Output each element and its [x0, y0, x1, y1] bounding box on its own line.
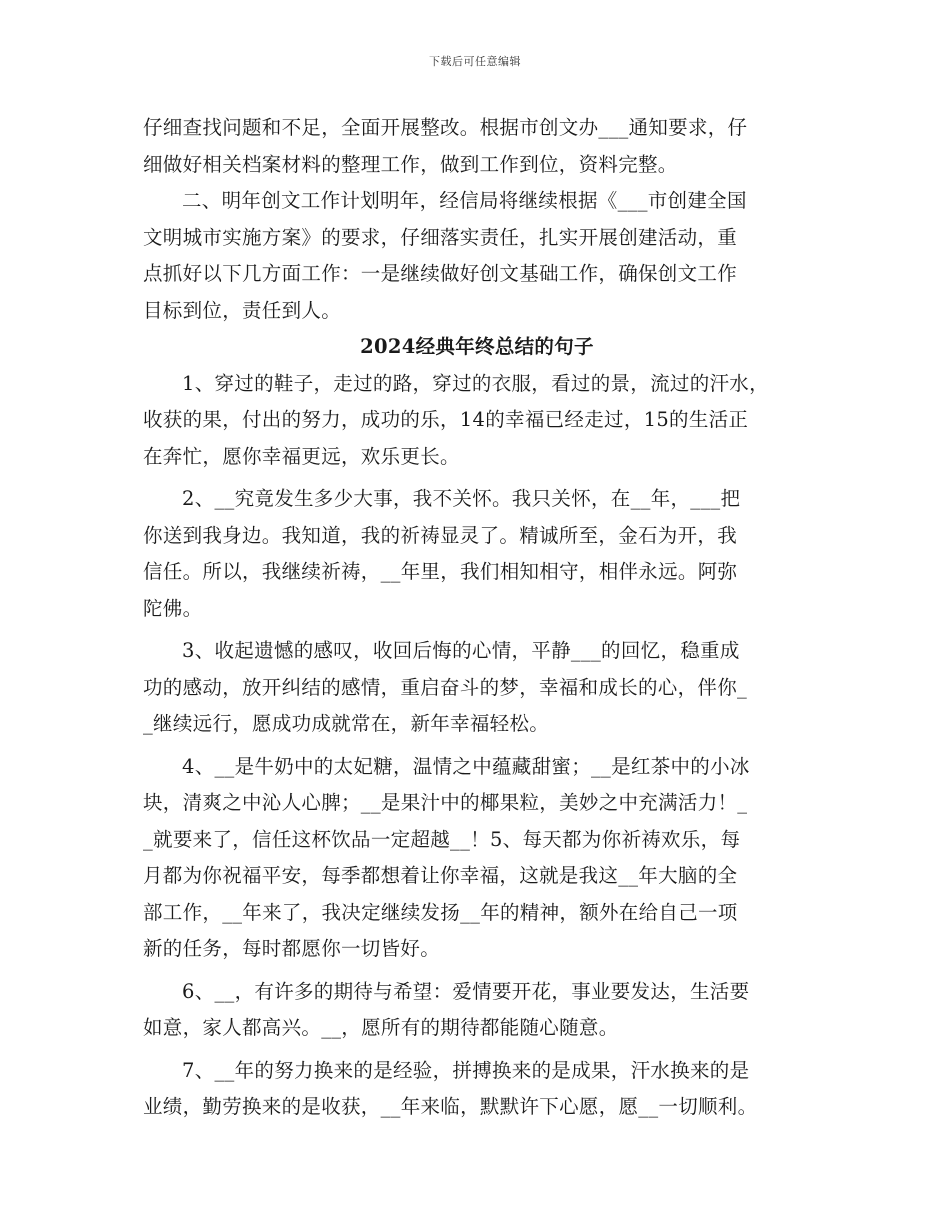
list-item [143, 749, 811, 968]
list-item [143, 1053, 811, 1126]
text-line: 1、穿过的鞋子，走过的路，穿过的衣服，看过的景，流过的汗水， [182, 371, 769, 395]
text-line: 你送到我身边。我知道，我的祈祷显灵了。精诚所至，金石为开，我 [143, 523, 738, 547]
list-item [143, 366, 811, 476]
text-line: 新的任务，每时都愿你一切皆好。 [143, 937, 441, 960]
text-line: 7、__年的努力换来的是经验，拼搏换来的是成果，汗水换来的是 [182, 1058, 750, 1082]
text-line: 目标到位，责任到人。 [143, 298, 342, 322]
text-line: 如意，家人都高兴。__，愿所有的期待都能随心随意。 [143, 1016, 619, 1039]
text-line: 6、__，有许多的期待与希望：爱情要开花，事业要发达，生活要 [182, 979, 750, 1003]
text-line: 仔细查找问题和不足，全面开展整改。根据市创文办___通知要求，仔 [143, 116, 748, 139]
text-line: 3、收起遗憾的感叹，收回后悔的心情，平静___的回忆，稳重成 [182, 639, 740, 662]
text-line: _就要来了，信任这杯饮品一定超越__！5、每天都为你祈祷欢乐，每 [143, 827, 741, 851]
list-item [143, 974, 811, 1047]
text-line: 收获的果，付出的努力，成功的乐，14的幸福已经走过，15的生活正 [143, 408, 749, 431]
intro-paragraph [143, 110, 811, 329]
section-title: 2024经典年终总结的句子 [360, 335, 594, 358]
text-line: 信任。所以，我继续祈祷，__年里，我们相知相守，相伴永远。阿弥 [143, 560, 738, 583]
text-line: 4、__是牛奶中的太妃糖，温情之中蕴藏甜蜜；__是红茶中的小冰 [182, 754, 750, 778]
text-line: 2、__究竟发生多少大事，我不关怀。我只关怀，在__年，___把 [182, 487, 741, 510]
page-header: 下载后可任意编辑 [429, 55, 521, 68]
text-line: _继续远行，愿成功成就常在，新年幸福轻松。 [143, 712, 550, 735]
list-item [143, 633, 811, 743]
text-line: 细做好相关档案材料的整理工作，做到工作到位，资料完整。 [143, 152, 678, 176]
text-line: 业绩，勤劳换来的是收获，__年来临，默默许下心愿，愿__一切顺利。 [143, 1095, 758, 1118]
text-line: 部工作，__年来了，我决定继续发扬__年的精神，额外在给自己一项 [143, 900, 738, 924]
text-line: 月都为你祝福平安，每季都想着让你幸福，这就是我这__年大脑的全 [143, 864, 738, 887]
list-item [143, 481, 811, 627]
text-line: 功的感动，放开纠结的感情，重启奋斗的梦，幸福和成长的心，伴你_ [143, 675, 748, 699]
text-line: 块，清爽之中沁人心脾；__是果汁中的椰果粒，美妙之中充满活力！_ [143, 791, 748, 814]
text-line: 点抓好以下几方面工作：一是继续做好创文基础工作，确保创文工作 [143, 262, 738, 285]
text-line: 文明城市实施方案》的要求，仔细落实责任，扎实开展创建活动，重 [143, 225, 738, 249]
text-line: 在奔忙，愿你幸福更远，欢乐更长。 [143, 444, 460, 468]
document-body [143, 110, 811, 1126]
text-line: 陀佛。 [143, 596, 203, 620]
text-line: 二、明年创文工作计划明年，经信局将继续根据《___市创建全国 [182, 189, 747, 212]
